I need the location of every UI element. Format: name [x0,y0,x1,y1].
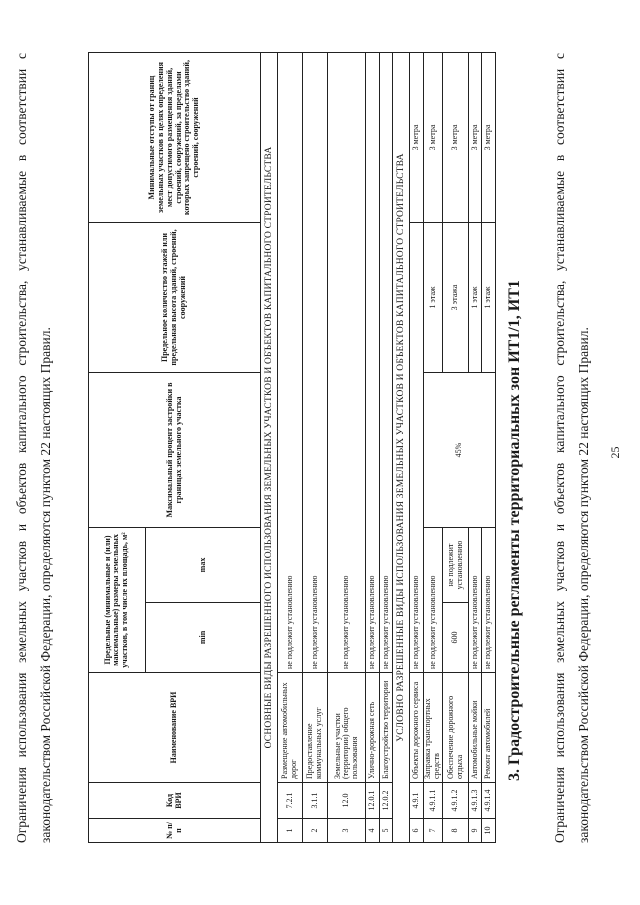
row-name: Предоставление коммунальных услуг [303,673,328,783]
restrictions-note-bottom: Ограничения использования земельных участков и объектов капитального строительства, устанавливаемые в соответствии с законодательством Российской Федерации, определяются пунктом 22 настоящих Правил. [14,53,53,843]
row-max: не подлежит установлению [443,528,468,603]
header-name: Наименование ВРИ [89,673,261,783]
row-floors: 1 этаж [423,223,443,373]
row-name: Благоустройство территории [379,673,393,783]
group-conditional-row [393,53,410,843]
table-row [410,53,424,843]
row-name: Земельные участки (территории) общего пользования [328,673,366,783]
row-name: Ремонт автомобилей [482,673,496,783]
row-value: не подлежит установлению [328,53,366,673]
row-floors: 3 этажа [443,223,468,373]
table-row [379,53,393,843]
row-num: 6 [410,819,424,843]
row-code: 12.0.1 [366,783,380,819]
row-name: Заправка транспортных средств [423,673,443,783]
regulations-table [88,52,496,843]
header-plot-size: Предельные (минимальные и (или) максимальные) размеры земельных участков, в том числе их площадь, м² [89,528,146,673]
table-row [278,53,303,843]
row-num: 9 [468,819,482,843]
group-main-label: ОСНОВНЫЕ ВИДЫ РАЗРЕШЕННОГО ИСПОЛЬЗОВАНИЯ ЗЕМЕЛЬНЫХ УЧАСТКОВ И ОБЪЕКТОВ КАПИТАЛЬНОГО СТРОИТЕЛЬСТВА [261,53,278,843]
section-title: 3. Градостроительные регламенты территориальных зон ИТ1/1, ИТ1 [506,280,523,781]
row-code: 12.0.2 [379,783,393,819]
row-num: 8 [443,819,468,843]
row-setback: 3 метра [443,53,468,223]
row-value: не подлежит установлению [278,53,303,673]
header-floors: Предельное количество этажей или предельная высота зданий, строений, сооружений [89,223,261,373]
row-min: 600 [443,603,468,673]
row-value: не подлежит установлению [379,53,393,673]
row-setback: 3 метра [410,53,424,223]
row-code: 7.2.1 [278,783,303,819]
header-min: min [145,603,261,673]
row-num: 4 [366,819,380,843]
group-main-row [261,53,278,843]
row-code: 4.9.1.2 [443,783,468,819]
header-setbacks: Минимальные отступы от границ земельных участков в целях определения мест допустимого размещения зданий, строений, сооружений, за пределами которых запрещено строительство зданий, строений, сооружений [89,53,261,223]
row-code: 4.9.1.4 [482,783,496,819]
row-setback: 3 метра [482,53,496,223]
header-num: № п/п [89,819,261,843]
row-plot: не подлежит установлению [468,528,482,673]
table-row [303,53,328,843]
row-name: Размещение автомобильных дорог [278,673,303,783]
row-floors: 1 этаж [482,223,496,373]
row-setback: 3 метра [423,53,443,223]
row-name: Автомобильные мойки [468,673,482,783]
row-num: 2 [303,819,328,843]
row-plot: не подлежит установлению [410,223,424,673]
row-num: 3 [328,819,366,843]
table-row [423,53,443,843]
row-floors: 1 этаж [468,223,482,373]
header-coverage: Максимальный процент застройки в границах земельного участка [89,373,261,528]
row-code: 4.9.1 [410,783,424,819]
table-row [366,53,380,843]
row-num: 7 [423,819,443,843]
page-number: 25 [608,446,622,459]
row-plot: не подлежит установлению [423,528,443,673]
row-code: 3.1.1 [303,783,328,819]
header-max: max [145,528,261,603]
row-code: 12.0 [328,783,366,819]
table-row [328,53,366,843]
row-num: 1 [278,819,303,843]
header-code: Код ВРИ [89,783,261,819]
row-name: Обеспечение дорожного отдыха [443,673,468,783]
row-code: 4.9.1.1 [423,783,443,819]
row-num: 5 [379,819,393,843]
row-plot: не подлежит установлению [482,528,496,673]
row-coverage: 45% [423,373,495,528]
row-setback: 3 метра [468,53,482,223]
row-name: Объекты дорожного сервиса [410,673,424,783]
group-conditional-label: УСЛОВНО РАЗРЕШЕННЫЕ ВИДЫ ИСПОЛЬЗОВАНИЯ ЗЕМЕЛЬНЫХ УЧАСТКОВ И ОБЪЕКТОВ КАПИТАЛЬНОГО СТРОИТЕЛЬСТВА [393,53,410,843]
row-code: 4.9.1.3 [468,783,482,819]
row-value: не подлежит установлению [303,53,328,673]
row-value: не подлежит установлению [366,53,380,673]
header-row [89,53,146,843]
row-num: 10 [482,819,496,843]
row-name: Улично-дорожная сеть [366,673,380,783]
restrictions-note-top: Ограничения использования земельных участков и объектов капитального строительства, устанавливаемые в соответствии с законодательством Российской Федерации, определяются пунктом 22 настоящих Правил. [552,53,591,843]
